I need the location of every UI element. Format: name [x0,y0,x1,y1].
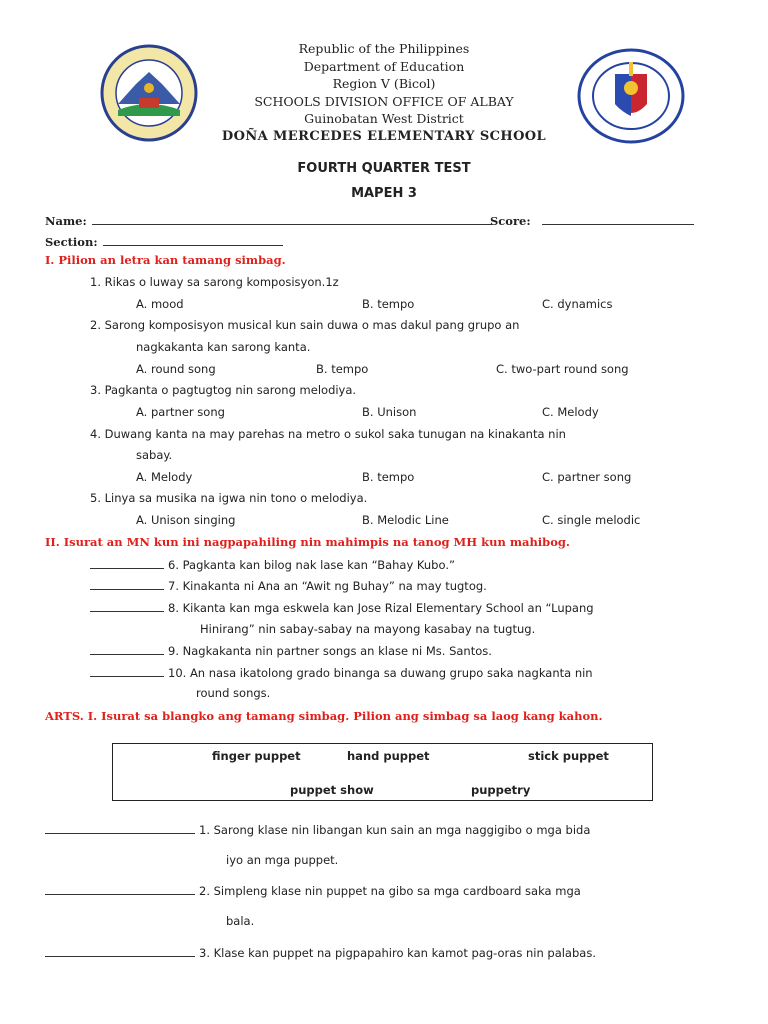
item-text: 10. An nasa ikatolong grado binanga sa duwang grupo saka nagkanta nin [168,666,593,680]
choice-4a: A. Melody [136,470,193,484]
subject-title: MAPEH 3 [351,186,417,201]
item-text: 7. Kinakanta ni Ana an “Awit ng Buhay” na may tugtog. [168,579,487,593]
answer-blank[interactable] [45,822,195,834]
choice-4b: B. tempo [362,470,415,484]
arts-row [45,945,596,960]
choice-3b: B. Unison [362,405,417,419]
answer-blank[interactable] [90,643,164,655]
answer-blank[interactable] [45,883,195,895]
section-label: Section: [45,235,98,249]
header-line: Department of Education [303,59,465,74]
question-4: 4. Duwang kanta na may parehas na metro o sukol saka tunugan na kinakanta nin [90,427,566,441]
answer-blank[interactable] [90,665,164,677]
choice-2c: C. two-part round song [496,362,629,376]
answer-row [90,600,594,615]
box-choice: puppetry [471,783,531,797]
choice-1c: C. dynamics [542,297,613,311]
choice-2a: A. round song [136,362,216,376]
item-text: 9. Nagkakanta nin partner songs an klase ni Ms. Santos. [168,644,492,658]
header-line: Guinobatan West District [304,111,464,126]
answer-blank[interactable] [90,578,164,590]
choice-2b: B. tempo [316,362,369,376]
answer-blank[interactable] [90,557,164,569]
answer-blank[interactable] [45,945,195,957]
question-5: 5. Linya sa musika na igwa nin tono o melodiya. [90,491,368,505]
section-field[interactable] [45,231,283,250]
school-name: DOÑA MERCEDES ELEMENTARY SCHOOL [221,129,547,144]
header-line: Republic of the Philippines [298,41,470,56]
part2-heading: II. Isurat an MN kun ini nagpapahiling nin mahimpis na tanog MH kun mahibog. [45,535,570,549]
arts-heading: ARTS. I. Isurat sa blangko ang tamang simbag. Pilion ang simbag sa laog kang kahon. [45,709,603,723]
choice-1b: B. tempo [362,297,415,311]
arts-item-text: 3. Klase kan puppet na pigpapahiro kan kamot pag-oras nin palabas. [199,946,596,960]
arts-row [45,883,581,898]
choice-5c: C. single melodic [542,513,641,527]
arts-item-cont: iyo an mga puppet. [226,853,339,867]
header-line: SCHOOLS DIVISION OFFICE OF ALBAY [254,94,514,109]
arts-item-text: 1. Sarong klase nin libangan kun sain an mga naggigibo o mga bida [199,823,591,837]
name-label: Name: [45,214,87,228]
question-2: 2. Sarong komposisyon musical kun sain duwa o mas dakul pang grupo an [90,318,520,332]
score-field[interactable] [490,210,694,229]
part1-heading: I. Pilion an letra kan tamang simbag. [45,253,286,267]
question-3: 3. Pagkanta o pagtugtog nin sarong melodiya. [90,383,357,397]
answer-row [90,578,487,593]
choice-3a: A. partner song [136,405,225,419]
answer-row [90,643,492,658]
choice-5b: B. Melodic Line [362,513,449,527]
box-choice: stick puppet [528,749,609,763]
question-2-cont: nagkakanta kan sarong kanta. [136,340,311,354]
box-choice: finger puppet [212,749,301,763]
choice-5a: A. Unison singing [136,513,236,527]
item-text-cont: round songs. [196,686,271,700]
item-text-cont: Hinirang” nin sabay-sabay na mayong kasabay na tugtug. [200,622,536,636]
box-choice: puppet show [290,783,374,797]
score-line[interactable] [542,213,694,225]
section-line[interactable] [103,234,283,246]
answer-row [90,665,593,680]
item-text: 8. Kikanta kan mga eskwela kan Jose Rizal Elementary School an “Lupang [168,601,594,615]
test-title: FOURTH QUARTER TEST [297,161,471,176]
choice-3c: C. Melody [542,405,599,419]
question-1: 1. Rikas o luway sa sarong komposisyon.1z [90,275,339,289]
choice-4c: C. partner song [542,470,632,484]
arts-row [45,822,590,837]
item-text: 6. Pagkanta kan bilog nak lase kan “Bahay Kubo.” [168,558,455,572]
answer-blank[interactable] [90,600,164,612]
answer-row [90,557,455,572]
header-line: Region V (Bicol) [332,76,436,91]
name-line[interactable] [92,213,492,225]
arts-item-cont: bala. [226,914,255,928]
box-choice: hand puppet [347,749,430,763]
question-4-cont: sabay. [136,448,173,462]
arts-item-text: 2. Simpleng klase nin puppet na gibo sa mga cardboard saka mga [199,884,581,898]
choice-1a: A. mood [136,297,184,311]
name-field[interactable] [45,210,492,229]
score-label: Score: [490,214,531,228]
